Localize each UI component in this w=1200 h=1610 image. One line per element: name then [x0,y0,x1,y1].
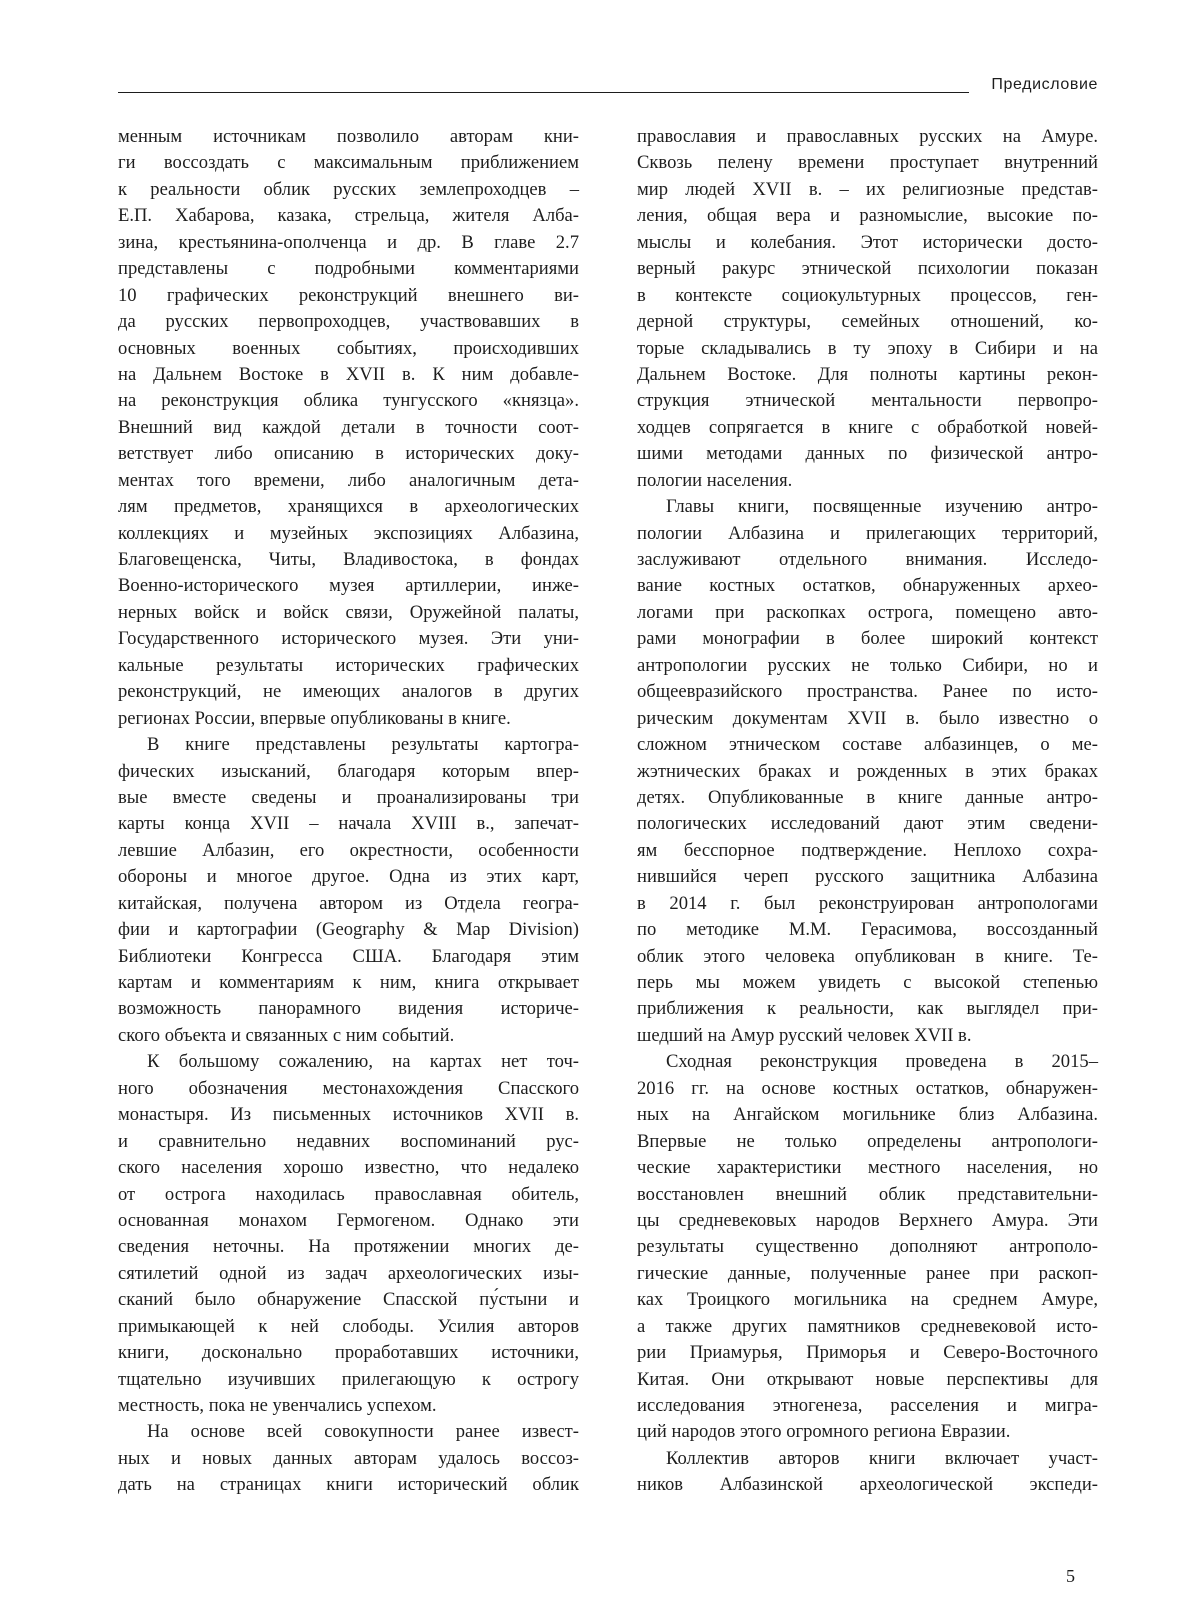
text-line: Дальнем Востоке. Для полноты картины рекон- [637,363,1098,385]
text-line: рами монографии в более широкий контекст [637,628,1098,650]
paragraph [637,494,1098,1049]
text-line: ветствует либо описанию в исторических доку- [118,443,579,465]
text-line: ного обозначения местонахождения Спасского [118,1077,579,1099]
text-line: цы средневековых народов Верхнего Амура. Эти [637,1209,1098,1231]
paragraph [637,124,1098,494]
text-line: примыкающей к ней слободы. Усилия авторов [118,1315,579,1337]
text-line: дать на страницах книги исторический облик [118,1474,579,1496]
text-line: шими методами данных по физической антро- [637,443,1098,465]
text-line: по методике М.М. Герасимова, воссозданный [637,919,1098,941]
text-line: коллекциях и музейных экспозициях Албазина, [118,522,579,544]
text-line: в 2014 г. был реконструирован антропологами [637,892,1098,914]
text-line: облик этого человека опубликован в книге. Те- [637,945,1098,967]
text-line: нерных войск и войск связи, Оружейной палаты, [118,601,579,623]
text-line: антропологии русских не только Сибири, но и [637,654,1098,676]
text-line: от острога находилась православная обитель, [118,1183,579,1205]
text-line: ги воссоздать с максимальным приближением [118,152,579,174]
text-line: основанная монахом Гермогеном. Однако эти [118,1209,579,1231]
text-line: восстановлен внешний облик представительни- [637,1183,1098,1205]
text-line: ных и новых данных авторам удалось воссоз- [118,1447,579,1469]
paragraph [118,732,579,1049]
text-line: менным источникам позволило авторам кни- [118,126,579,147]
text-line: реконструкций, не имеющих аналогов в других [118,681,579,703]
text-line: ям бесспорное подтверждение. Неплохо сохра- [637,839,1098,861]
text-line: местность, пока не увенчались успехом. [118,1395,437,1416]
text-line: и сравнительно недавних воспоминаний рус- [118,1130,579,1152]
text-line: ского населения хорошо известно, что недалеко [118,1157,579,1179]
text-line: сканий было обнаружение Спасской пу́стыни и [118,1289,579,1311]
text-line: в контексте социокультурных процессов, ген- [637,284,1098,306]
text-line: шедший на Амур русский человек XVII в. [637,1024,972,1046]
text-line: ского объекта и связанных с ним событий. [118,1024,455,1046]
text-line: Коллектив авторов книги включает участ- [666,1447,1098,1469]
text-line: На основе всей совокупности ранее извест- [147,1421,579,1443]
text-line: Китая. Они открывают новые перспективы для [637,1368,1098,1390]
text-line: карты конца XVII – начала XVIII в., запечат- [118,813,579,835]
text-line: пологии Албазина и прилегающих территорий, [637,522,1098,544]
text-line: струкция этнической ментальности первопро- [637,390,1098,412]
text-line: Сквозь пелену времени проступает внутренний [637,152,1098,174]
text-line: православия и православных русских на Амуре. [637,126,1098,147]
text-line: на реконструкция облика тунгусского «князца». [118,390,579,412]
text-line: фии и картографии (Geography & Map Division) [118,919,579,941]
text-line: торые складывались в ту эпоху в Сибири и на [637,337,1098,359]
text-line: левшие Албазин, его окрестности, особенности [118,839,579,861]
text-line: сложном этническом составе албазинцев, о ме- [637,734,1098,756]
paragraph [637,1446,1098,1499]
text-line: 10 графических реконструкций внешнего ви- [118,284,579,306]
text-line: пологии населения. [637,469,793,491]
text-line: жэтнических браках и рожденных в этих браках [637,760,1098,782]
text-line: рии Приамурья, Приморья и Северо-Восточного [637,1342,1098,1364]
text-line: Благовещенска, Читы, Владивостока, в фондах [118,549,579,570]
text-line: мыслы и колебания. Этот исторически досто- [637,231,1098,253]
text-line: ках Троицкого могильника на среднем Амуре, [637,1289,1098,1311]
text-line: Военно-исторического музея артиллерии, инже- [118,575,579,597]
running-header [118,76,1098,100]
text-line: зина, крестьянина-ополченца и др. В главе 2.7 [118,231,579,253]
paragraph [118,1419,579,1498]
text-line: ления, общая вера и разномыслие, высокие по- [637,205,1098,227]
text-line: регионах России, впервые опубликованы в книге. [118,707,511,729]
text-column-left [118,124,579,1499]
text-line: Сходная реконструкция проведена в 2015– [666,1051,1098,1073]
text-line: вые вместе сведены и проанализированы три [118,786,579,808]
text-line: логами при раскопках острога, помещено авто- [637,601,1098,623]
text-line: Главы книги, посвященные изучению антро- [666,496,1098,518]
text-line: ческие характеристики местного населения, но [637,1157,1098,1179]
text-column-right [637,124,1098,1499]
text-line: основных военных событиях, происходивших [118,337,579,359]
text-line: гические данные, полученные ранее при раскоп- [637,1262,1098,1284]
text-line: детях. Опубликованные в книге данные антро- [637,786,1098,808]
paragraph [118,124,579,732]
text-line: книги, досконально проработавших источники, [118,1342,579,1364]
text-line: рическим документам XVII в. было известно о [637,707,1098,729]
text-line: пологических исследований дают этим сведени- [637,813,1098,835]
text-line: ходцев сопрягается в книге с обработкой новей- [637,416,1098,438]
text-line: тщательно изучивших прилегающую к острогу [118,1368,579,1390]
text-line: Внешний вид каждой детали в точности соот- [118,416,579,438]
text-line: на Дальнем Востоке в XVII в. К ним добавле- [118,363,579,385]
text-line: заслуживают отдельного внимания. Исследо- [637,549,1098,570]
text-line: вание костных остатков, обнаруженных архео- [637,575,1098,597]
text-line: монастыря. Из письменных источников XVII в. [118,1104,579,1126]
text-line: нившийся череп русского защитника Албазина [637,866,1098,888]
text-line: приближения к реальности, как выглядел при- [637,998,1098,1020]
text-line: мир людей XVII в. – их религиозные представ- [637,178,1098,200]
text-line: сведения неточны. На протяжении многих де- [118,1236,579,1258]
text-line: а также других памятников средневековой исто- [637,1315,1098,1337]
text-line: Впервые не только определены антропологи- [637,1130,1098,1152]
paragraph [637,1049,1098,1446]
header-rule [118,92,969,93]
text-line: представлены с подробными комментариями [118,258,579,280]
text-line: Библиотеки Конгресса США. Благодаря этим [118,945,579,967]
text-line: результаты существенно дополняют антрополо- [637,1236,1098,1258]
text-line: ций народов этого огромного региона Евразии. [637,1421,1011,1443]
text-line: общеевразийского пространства. Ранее по исто- [637,681,1098,703]
page-number: 5 [1066,1566,1075,1586]
text-line: перь мы можем увидеть с высокой степенью [637,972,1098,993]
text-line: дерной структуры, семейных отношений, ко- [637,311,1098,333]
text-line: ников Албазинской археологической экспеди- [637,1474,1098,1496]
text-line: картам и комментариям к ним, книга открывает [118,972,579,993]
text-line: фических изысканий, благодаря которым впер- [118,760,579,782]
text-line: К большому сожалению, на картах нет точ- [147,1051,579,1073]
text-line: исследования этногенеза, расселения и мигра- [637,1395,1098,1416]
text-line: возможность панорамного видения историче- [118,998,579,1020]
text-line: китайская, получена автором из Отдела геогра- [118,892,579,914]
text-line: сятилетий одной из задач археологических изы- [118,1262,579,1284]
text-line: ных на Ангайском могильнике близ Албазина. [637,1104,1098,1126]
paragraph [118,1049,579,1419]
text-line: ментах того времени, либо аналогичным дета- [118,469,579,491]
text-line: кальные результаты исторических графических [118,654,579,676]
text-line: да русских первопроходцев, участвовавших в [118,311,579,333]
text-line: верный ракурс этнической психологии показан [637,258,1098,280]
text-line: Е.П. Хабарова, казака, стрельца, жителя Алба- [118,205,579,227]
text-line: обороны и многое другое. Одна из этих карт, [118,866,579,888]
text-line: 2016 гг. на основе костных остатков, обнаружен- [637,1077,1098,1099]
text-line: к реальности облик русских землепроходцев – [118,178,579,200]
running-header-title: Предисловие [991,76,1098,93]
text-line: Государственного исторического музея. Эти уни- [118,628,579,650]
text-line: лям предметов, хранящихся в археологических [118,496,579,518]
text-line: В книге представлены результаты картогра- [147,734,579,756]
